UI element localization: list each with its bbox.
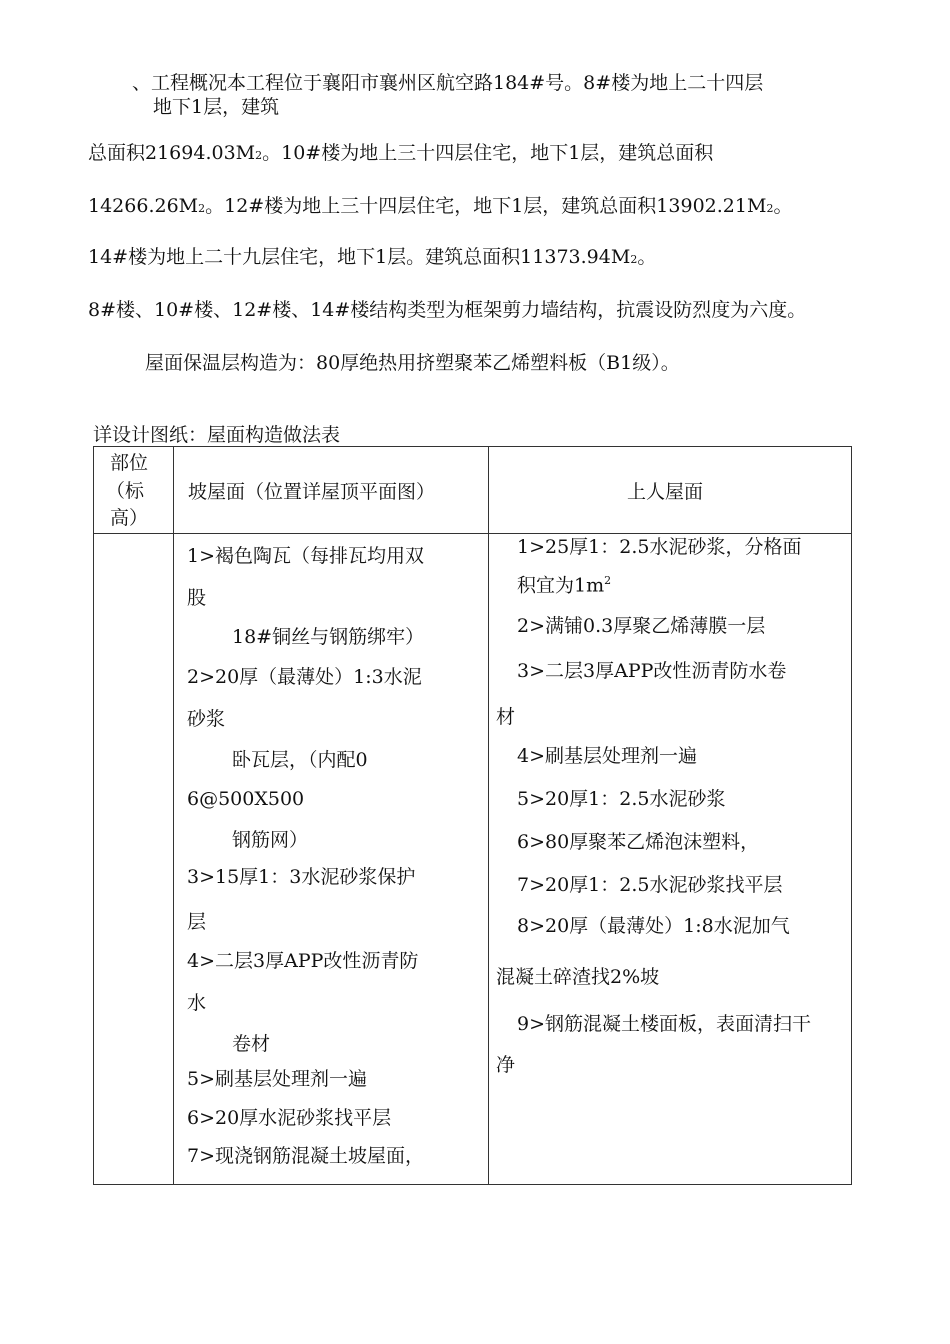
p2-end: 。10#楼为地上三十四层住宅，地下1层，建筑总面积 [262, 142, 714, 164]
p4-subscript: 2 [630, 253, 638, 266]
header-location-line-2: （标 [106, 480, 145, 502]
slope-roof-line: 水 [187, 992, 207, 1014]
header-location-cell [94, 447, 174, 534]
slope-roof-line: 4>二层3厚APP改性沥青防 [187, 950, 419, 972]
header-location-line-3: 高） [110, 507, 149, 529]
table-body-row [94, 534, 852, 1185]
accessible-roof-line: 3>二层3厚APP改性沥青防水卷 [517, 660, 787, 682]
header-accessible-roof-cell [489, 447, 852, 534]
slope-roof-line: 钢筋网） [232, 829, 309, 851]
p4-a: 14#楼为地上二十九层住宅，地下1层。建筑总面积11373.94M [88, 246, 631, 268]
slope-roof-line: 1>褐色陶瓦（每排瓦均用双 [187, 545, 425, 567]
paragraph-1-line-2: 地下1层，建筑 [153, 96, 280, 118]
slope-roof-cell [174, 534, 489, 1185]
header-slope-roof: 坡屋面（位置详屋顶平面图） [188, 481, 436, 503]
p3-subscript-1: 2 [198, 202, 206, 215]
roof-construction-table [93, 446, 852, 1185]
header-slope-roof-cell [174, 447, 489, 534]
accessible-roof-line: 4>刷基层处理剂一遍 [517, 745, 698, 767]
p4-end: 。 [637, 246, 657, 268]
p3-end: 。 [773, 195, 793, 217]
paragraph-6: 屋面保温层构造为：80厚绝热用挤塑聚苯乙烯塑料板（B1级）。 [145, 352, 680, 374]
slope-roof-line: 股 [187, 587, 207, 609]
table-header-row [94, 447, 852, 534]
paragraph-1-line-1: 、工程概况本工程位于襄阳市襄州区航空路184#号。8#楼为地上二十四层 [132, 72, 764, 94]
paragraph-3 [88, 194, 792, 221]
accessible-roof-line: 材 [496, 706, 516, 728]
slope-roof-line: 3>15厚1：3水泥砂浆保护 [187, 866, 416, 888]
p3-b: 。12#楼为地上三十四层住宅，地下1层，建筑总面积13902.21M [205, 195, 767, 217]
accessible-roof-line: 净 [496, 1054, 516, 1076]
slope-roof-line: 层 [187, 911, 207, 933]
accessible-roof-cell [489, 534, 852, 1185]
paragraph-2 [88, 141, 713, 168]
accessible-roof-line: 6>80厚聚苯乙烯泡沫塑料， [517, 831, 760, 853]
accessible-roof-line: 9>钢筋混凝土楼面板，表面清扫干 [517, 1013, 812, 1035]
accessible-roof-line [517, 569, 611, 597]
accessible-roof-line: 7>20厚1：2.5水泥砂浆找平层 [517, 874, 783, 896]
p3-subscript-2: 2 [766, 202, 774, 215]
header-location-line-1: 部位 [110, 452, 149, 474]
slope-roof-line: 卷材 [232, 1033, 271, 1055]
slope-roof-line: 18#铜丝与钢筋绑牢） [232, 626, 425, 648]
table-caption: 详设计图纸：屋面构造做法表 [93, 424, 341, 446]
paragraph-4 [88, 245, 656, 272]
p3-a: 14266.26M [88, 195, 199, 217]
p2-subscript: 2 [255, 149, 263, 162]
paragraph-5: 8#楼、10#楼、12#楼、14#楼结构类型为框架剪力墙结构，抗震设防烈度为六度。 [88, 299, 807, 321]
accessible-roof-line: 8>20厚（最薄处）1:8水泥加气 [517, 915, 790, 937]
area-superscript: 2 [604, 574, 612, 587]
accessible-roof-line: 2>满铺0.3厚聚乙烯薄膜一层 [517, 615, 766, 637]
p2-text: 总面积21694.03M [88, 142, 256, 164]
body-location-cell [94, 534, 174, 1185]
slope-roof-line: 5>刷基层处理剂一遍 [187, 1068, 368, 1090]
accessible-roof-line: 1>25厚1：2.5水泥砂浆，分格面 [517, 536, 802, 558]
slope-roof-line: 6>20厚水泥砂浆找平层 [187, 1107, 392, 1129]
slope-roof-line: 2>20厚（最薄处）1:3水泥 [187, 666, 422, 688]
slope-roof-line: 6@500X500 [187, 788, 305, 810]
header-accessible-roof: 上人屋面 [627, 481, 704, 503]
accessible-roof-line: 5>20厚1：2.5水泥砂浆 [517, 788, 726, 810]
slope-roof-line: 7>现浇钢筋混凝土坡屋面， [187, 1145, 425, 1167]
accessible-roof-line: 混凝土碎渣找2%坡 [496, 966, 660, 988]
slope-roof-line: 卧瓦层，（内配0 [232, 749, 368, 771]
slope-roof-line: 砂浆 [187, 708, 226, 730]
area-text: 积宜为1m [517, 574, 605, 597]
